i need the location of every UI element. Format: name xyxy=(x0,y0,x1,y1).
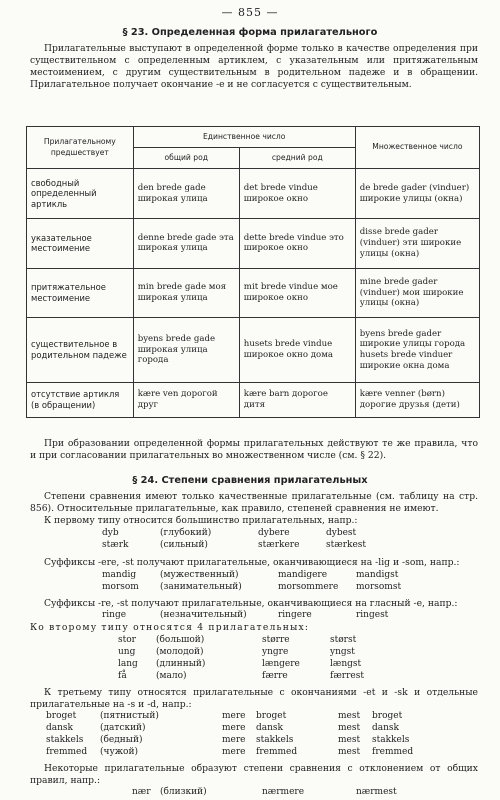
type3-heading: К третьему типу относятся прилагательные с окончаниями -et и -sk и отдельные прилагательные на -s и -d, напр.: xyxy=(30,687,478,710)
cell-plural: kære venner (børn) дорогие друзья (дети) xyxy=(355,382,479,417)
cell-neuter: kære barn дорогое дитя xyxy=(239,382,355,417)
example-row: lang (длинный) længere længst xyxy=(118,659,362,669)
example-row: stærk (сильный) stærkere stærkest xyxy=(102,540,367,550)
irregular-heading: Некоторые прилагательные образуют степени сравнения с отклонением от общих правил, напр.: xyxy=(30,763,478,786)
type2-heading: Ко второму типу относятся 4 прилагательных: xyxy=(30,622,310,633)
table-header-plural: Множественное число xyxy=(355,127,479,169)
cell-plural: disse brede gader (vinduer) эти широкие улицы (окна) xyxy=(355,218,479,268)
definite-form-table xyxy=(26,126,480,418)
example-row: nær (близкий) nærmere nærmest xyxy=(132,787,397,797)
example-row: ringe (незначительный) ringere ringest xyxy=(102,610,389,620)
cell-plural: byens brede gader широкие улицы города husets brede vinduer широкие окна дома xyxy=(355,318,479,382)
page-number: — 855 — xyxy=(221,6,279,19)
table-row xyxy=(27,268,480,318)
row-label: свободный определенный артикль xyxy=(27,169,134,219)
row-label: притяжательное местоимение xyxy=(27,268,134,318)
suffix1-heading: Суффиксы -ere, -st получают прилагательные, оканчивающиеся на -lig и -som, напр.: xyxy=(44,557,460,568)
cell-plural: de brede gader (vinduer) широкие улицы (окна) xyxy=(355,169,479,219)
example-row: få (мало) færre færrest xyxy=(118,671,364,681)
table-row xyxy=(27,169,480,219)
table-header-singular: Единственное число xyxy=(133,127,355,148)
table-row xyxy=(27,218,480,268)
cell-neuter: dette brede vindue это широкое окно xyxy=(239,218,355,268)
type1-heading: К первому типу относится большинство прилагательных, напр.: xyxy=(44,515,358,526)
suffix2-heading: Суффиксы -re, -st получают прилагательные, оканчивающиеся на гласный -е, напр.: xyxy=(44,598,458,609)
section-23-title: § 23. Определенная форма прилагательного xyxy=(122,27,378,38)
example-row: dansk (датский) mere dansk mest dansk xyxy=(46,723,399,733)
table-header-preceding: Прилагательному предшествует xyxy=(27,127,134,169)
example-row: stakkels (бедный) mere stakkels mest stakkels xyxy=(46,735,410,745)
table-row xyxy=(27,382,480,417)
table-row xyxy=(27,318,480,382)
cell-neuter: husets brede vindue широкое окно дома xyxy=(239,318,355,382)
example-row: broget (пятнистый) mere broget mest broget xyxy=(46,711,403,721)
cell-common: min brede gade моя широкая улица xyxy=(133,268,239,318)
row-label: существительное в родительном падеже xyxy=(27,318,134,382)
section-24-title: § 24. Степени сравнения прилагательных xyxy=(132,475,368,486)
example-row: fremmed (чужой) mere fremmed mest fremmed xyxy=(46,747,414,757)
table-header-neuter: средний род xyxy=(239,148,355,169)
example-row: morsom (занимательный) morsommere morsomst xyxy=(102,582,402,592)
section-23-intro: Прилагательные выступают в определенной форме только в качестве определения при существительном с определенным артиклем, с указательным или притяжательным местоимением, с другим существительным в родительном падеже и в обращении. Прилагательное получает окончание -е и не согласуется с существительным. xyxy=(30,43,478,90)
cell-neuter: det brede vindue широкое окно xyxy=(239,169,355,219)
cell-plural: mine brede gader (vinduer) мои широкие улицы (окна) xyxy=(355,268,479,318)
after-table-paragraph: При образовании определенной формы прилагательных действуют те же правила, что и при согласовании прилагательных во множественном числе (см. § 22). xyxy=(30,438,478,461)
section-24-intro: Степени сравнения имеют только качественные прилагательные (см. таблицу на стр. 856). Относительные прилагательные, как правило, степеней сравнения не имеют. xyxy=(30,491,478,514)
cell-common: denne brede gade эта широкая улица xyxy=(133,218,239,268)
row-label: отсутствие артикля (в обращении) xyxy=(27,382,134,417)
cell-common: den brede gade широкая улица xyxy=(133,169,239,219)
table-header-common: общий род xyxy=(133,148,239,169)
example-row: mandig (мужественный) mandigere mandigst xyxy=(102,570,399,580)
row-label: указательное местоимение xyxy=(27,218,134,268)
cell-common: kære ven дорогой друг xyxy=(133,382,239,417)
cell-common: byens brede gade широкая улица города xyxy=(133,318,239,382)
example-row: ung (молодой) yngre yngst xyxy=(118,647,355,657)
example-row: stor (большой) større størst xyxy=(118,635,357,645)
cell-neuter: mit brede vindue мое широкое окно xyxy=(239,268,355,318)
example-row: dyb (глубокий) dybere dybest xyxy=(102,528,357,538)
